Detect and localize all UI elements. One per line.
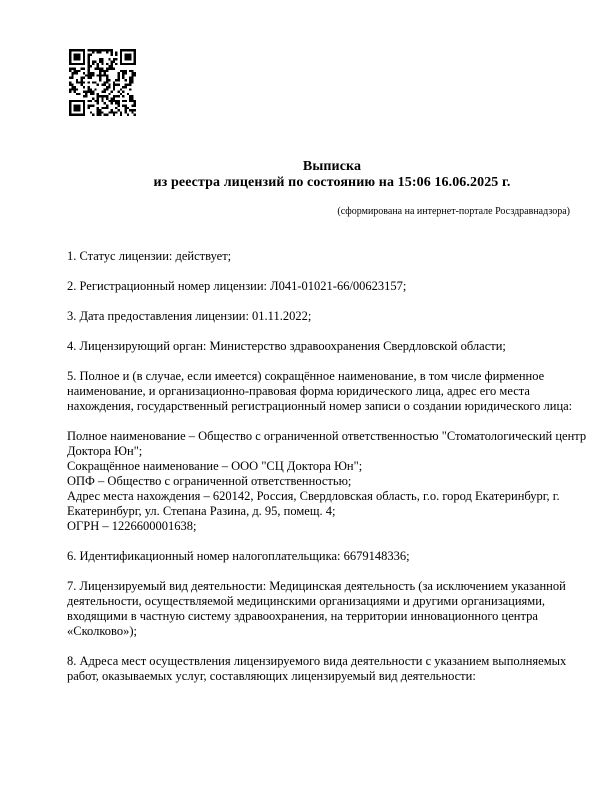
paragraph-line: 7. Лицензируемый вид деятельности: Медицинская деятельность (за исключением указанной [67, 579, 566, 593]
paragraph-line: наименование, и организационно-правовая форма юридического лица, адрес его места [67, 384, 530, 398]
paragraph-line: 1. Статус лицензии: действует; [67, 249, 232, 263]
paragraph-taxpayer-id [67, 549, 589, 564]
paragraph-line: нахождения, государственный регистрационный номер записи о создании юридического лица: [67, 399, 573, 413]
paragraph-line: 3. Дата предоставления лицензии: 01.11.2022; [67, 309, 312, 323]
paragraph-line: «Сколково»); [67, 624, 137, 638]
paragraph-line: Адрес места нахождения – 620142, Россия, Свердловская область, г.о. город Екатеринбург, г. [67, 489, 560, 503]
paragraph-license-status [67, 249, 589, 264]
document-title-line1: Выписка [302, 159, 362, 174]
paragraph-org-info-heading [67, 369, 589, 414]
document-title [67, 159, 597, 191]
paragraph-line: работ, оказываемых услуг, составляющих лицензируемый вид деятельности: [67, 669, 476, 683]
document-body [67, 249, 589, 699]
paragraph-org-info-details [67, 429, 589, 534]
paragraph-licensing-authority [67, 339, 589, 354]
document-title-line2: из реестра лицензий по состоянию на 15:06 16.06.2025 г. [153, 175, 511, 190]
paragraph-line: деятельности, осуществляемой медицинскими организациями и другими организациями, [67, 594, 546, 608]
paragraph-activity-addresses-heading [67, 654, 589, 684]
paragraph-line: 5. Полное и (в случае, если имеется) сокращённое наименование, в том числе фирменное [67, 369, 545, 383]
qr-code-icon [69, 49, 136, 116]
paragraph-line: 8. Адреса мест осуществления лицензируемого вида деятельности с указанием выполняемых [67, 654, 567, 668]
paragraph-line: Екатеринбург, ул. Степана Разина, д. 95, помещ. 4; [67, 504, 336, 518]
paragraph-line: 4. Лицензирующий орган: Министерство здравоохранения Свердловской области; [67, 339, 506, 353]
paragraph-line: Сокращённое наименование – ООО "СЦ Доктора Юн"; [67, 459, 363, 473]
paragraph-line: Полное наименование – Общество с ограниченной ответственностью "Стоматологический центр [67, 429, 587, 443]
document-subtitle: (сформирована на интернет-портале Росздравнадзора) [337, 206, 570, 217]
paragraph-license-grant-date [67, 309, 589, 324]
paragraph-licensed-activity [67, 579, 589, 639]
paragraph-registration-number [67, 279, 589, 294]
paragraph-line: ОПФ – Общество с ограниченной ответственностью; [67, 474, 352, 488]
paragraph-line: 6. Идентификационный номер налогоплательщика: 6679148336; [67, 549, 410, 563]
paragraph-line: ОГРН – 1226600001638; [67, 519, 197, 533]
paragraph-line: входящими в частную систему здравоохранения, на территории инновационного центра [67, 609, 538, 623]
paragraph-line: Доктора Юн"; [67, 444, 143, 458]
paragraph-line: 2. Регистрационный номер лицензии: Л041-01021-66/00623157; [67, 279, 407, 293]
